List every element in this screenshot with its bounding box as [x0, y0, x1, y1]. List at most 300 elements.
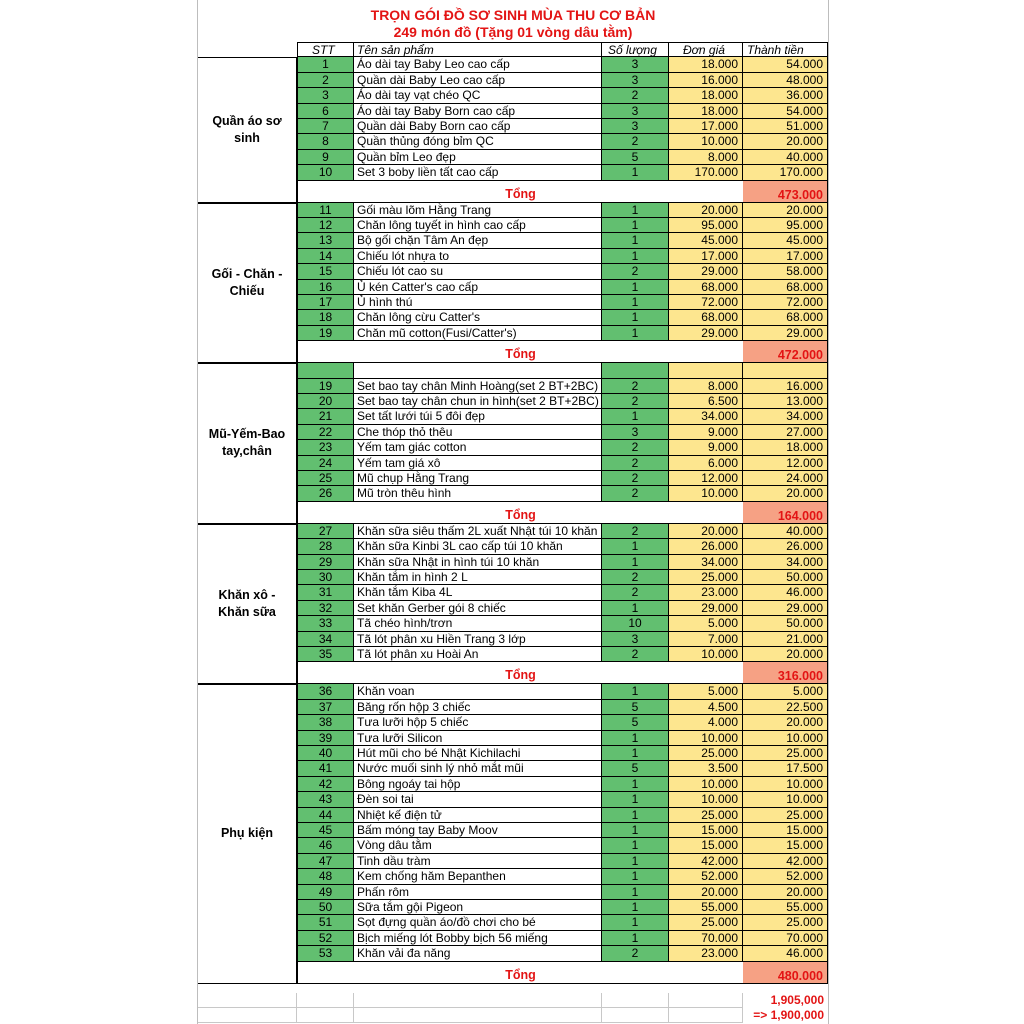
amount-cell: 12.000: [743, 456, 828, 471]
amount-cell: 68.000: [743, 310, 828, 325]
amount-cell: 48.000: [743, 73, 828, 88]
quantity-cell: 2: [602, 394, 669, 409]
section-category-label: Khăn xô - Khăn sữa: [198, 524, 297, 685]
unit-price-cell: 5.000: [669, 616, 743, 631]
stt-cell: 37: [297, 700, 354, 715]
section-total-row: [297, 502, 828, 524]
amount-cell: 10.000: [743, 777, 828, 792]
table-header-row: [198, 42, 828, 57]
quantity-cell: 1: [602, 931, 669, 946]
amount-cell: 27.000: [743, 425, 828, 440]
quantity-cell: 3: [602, 632, 669, 647]
quantity-cell: 1: [602, 854, 669, 869]
product-name-cell: Vòng dâu tằm: [354, 838, 602, 853]
section-total-value: 472.000: [743, 341, 828, 363]
stt-cell: 23: [297, 440, 354, 455]
product-name-cell: Yếm tam giác cotton: [354, 440, 602, 455]
header-price: Đơn giá: [669, 42, 743, 57]
unit-price-cell: 25.000: [669, 570, 743, 585]
product-name-cell: Sọt đựng quần áo/đồ chơi cho bé: [354, 915, 602, 930]
unit-price-cell: 95.000: [669, 218, 743, 233]
amount-cell: 10.000: [743, 731, 828, 746]
amount-cell: 15.000: [743, 823, 828, 838]
quantity-cell: 2: [602, 486, 669, 501]
stt-cell: 48: [297, 869, 354, 884]
unit-price-cell: 18.000: [669, 88, 743, 103]
unit-price-cell: 17.000: [669, 119, 743, 134]
quantity-cell: 1: [602, 915, 669, 930]
unit-price-cell: 4.000: [669, 715, 743, 730]
stt-cell: [297, 363, 354, 378]
blank-cell: [354, 993, 602, 1008]
quantity-cell: 5: [602, 700, 669, 715]
quantity-cell: 3: [602, 119, 669, 134]
product-name-cell: Quần bỉm Leo đẹp: [354, 150, 602, 165]
amount-cell: 20.000: [743, 203, 828, 218]
quantity-cell: 2: [602, 946, 669, 961]
unit-price-cell: 10.000: [669, 134, 743, 149]
section-total-value: 480.000: [743, 962, 828, 984]
product-name-cell: Băng rốn hộp 3 chiếc: [354, 700, 602, 715]
blank-cell: [602, 1008, 669, 1023]
unit-price-cell: 70.000: [669, 931, 743, 946]
unit-price-cell: 7.000: [669, 632, 743, 647]
section-total-value: 316.000: [743, 662, 828, 684]
amount-cell: 20.000: [743, 647, 828, 662]
stt-cell: 34: [297, 632, 354, 647]
quantity-cell: 2: [602, 134, 669, 149]
quantity-cell: 1: [602, 885, 669, 900]
section-total-value: 164.000: [743, 502, 828, 524]
product-name-cell: Áo dài tay Baby Born cao cấp: [354, 104, 602, 119]
product-name-cell: Khăn tắm in hình 2 L: [354, 570, 602, 585]
quantity-cell: 1: [602, 280, 669, 295]
amount-cell: 15.000: [743, 838, 828, 853]
amount-cell: 29.000: [743, 601, 828, 616]
stt-cell: 18: [297, 310, 354, 325]
unit-price-cell: 34.000: [669, 409, 743, 424]
amount-cell: 42.000: [743, 854, 828, 869]
product-name-cell: Sữa tắm gội Pigeon: [354, 900, 602, 915]
quantity-cell: 2: [602, 570, 669, 585]
unit-price-cell: 6.000: [669, 456, 743, 471]
stt-cell: 42: [297, 777, 354, 792]
stt-cell: 28: [297, 539, 354, 554]
amount-cell: 68.000: [743, 280, 828, 295]
amount-cell: 46.000: [743, 585, 828, 600]
quantity-cell: 2: [602, 585, 669, 600]
amount-cell: 20.000: [743, 486, 828, 501]
amount-cell: 22.500: [743, 700, 828, 715]
qty-cell: [602, 363, 669, 378]
product-name-cell: Bộ gối chặn Tâm An đẹp: [354, 233, 602, 248]
price-list-sheet: [197, 0, 829, 1024]
unit-price-cell: 17.000: [669, 249, 743, 264]
quantity-cell: 3: [602, 57, 669, 72]
blank-cell: [198, 1008, 297, 1023]
quantity-cell: 1: [602, 792, 669, 807]
amount-cell: 25.000: [743, 808, 828, 823]
quantity-cell: 2: [602, 88, 669, 103]
stt-cell: 15: [297, 264, 354, 279]
blank-cell: [297, 1008, 354, 1023]
product-name-cell: Chăn mũ cotton(Fusi/Catter's): [354, 326, 602, 341]
product-name-cell: Ủ hình thú: [354, 295, 602, 310]
amount-cell: [743, 363, 828, 378]
name-cell: [354, 363, 602, 378]
product-name-cell: Tưa lưỡi hộp 5 chiếc: [354, 715, 602, 730]
unit-price-cell: 29.000: [669, 326, 743, 341]
stt-cell: 19: [297, 326, 354, 341]
section-category-label: Quần áo sơ sinh: [198, 57, 297, 202]
amount-cell: 95.000: [743, 218, 828, 233]
amount-cell: 50.000: [743, 616, 828, 631]
unit-price-cell: 10.000: [669, 777, 743, 792]
stt-cell: 9: [297, 150, 354, 165]
product-name-cell: Khăn voan: [354, 684, 602, 699]
unit-price-cell: 72.000: [669, 295, 743, 310]
quantity-cell: 3: [602, 425, 669, 440]
unit-price-cell: 8.000: [669, 150, 743, 165]
stt-cell: 53: [297, 946, 354, 961]
product-name-cell: Set 3 boby liền tất cao cấp: [354, 165, 602, 180]
amount-cell: 36.000: [743, 88, 828, 103]
product-name-cell: Khăn tắm Kiba 4L: [354, 585, 602, 600]
blank-cell: [669, 1008, 743, 1023]
blank-cell: [354, 1008, 602, 1023]
unit-price-cell: 16.000: [669, 73, 743, 88]
unit-price-cell: 5.000: [669, 684, 743, 699]
quantity-cell: 1: [602, 808, 669, 823]
rounded-total: => 1,900,000: [753, 1008, 824, 1022]
blank-cell: [602, 993, 669, 1008]
quantity-cell: 2: [602, 456, 669, 471]
stt-cell: 25: [297, 471, 354, 486]
product-name-cell: Khăn vải đa năng: [354, 946, 602, 961]
product-name-cell: Bịch miếng lót Bobby bịch 56 miếng: [354, 931, 602, 946]
stt-cell: 10: [297, 165, 354, 180]
product-name-cell: Tã chéo hình/trơn: [354, 616, 602, 631]
unit-price-cell: 20.000: [669, 203, 743, 218]
quantity-cell: 1: [602, 823, 669, 838]
stt-cell: 1: [297, 57, 354, 72]
stt-cell: 36: [297, 684, 354, 699]
section-total-row: [297, 662, 828, 684]
stt-cell: 50: [297, 900, 354, 915]
header-qty: Số lượng: [602, 42, 669, 57]
amount-cell: 18.000: [743, 440, 828, 455]
product-name-cell: Đèn soi tai: [354, 792, 602, 807]
quantity-cell: 1: [602, 838, 669, 853]
section-total-row: [297, 341, 828, 363]
stt-cell: 32: [297, 601, 354, 616]
quantity-cell: 2: [602, 264, 669, 279]
section-total-row: [297, 962, 828, 984]
quantity-cell: 1: [602, 900, 669, 915]
amount-cell: 34.000: [743, 409, 828, 424]
stt-cell: 49: [297, 885, 354, 900]
amount-cell: 72.000: [743, 295, 828, 310]
quantity-cell: 1: [602, 555, 669, 570]
unit-price-cell: 170.000: [669, 165, 743, 180]
stt-cell: 52: [297, 931, 354, 946]
amount-cell: 20.000: [743, 715, 828, 730]
amount-cell: 34.000: [743, 555, 828, 570]
stt-cell: 19: [297, 379, 354, 394]
stt-cell: 40: [297, 746, 354, 761]
unit-price-cell: 10.000: [669, 647, 743, 662]
blank-cell: [198, 993, 297, 1008]
product-name-cell: Set bao tay chân chun in hình(set 2 BT+2BC): [354, 394, 602, 409]
quantity-cell: 5: [602, 715, 669, 730]
unit-price-cell: 9.000: [669, 440, 743, 455]
stt-cell: 43: [297, 792, 354, 807]
section-category-label: Mũ-Yếm-Bao tay,chân: [198, 363, 297, 524]
amount-cell: 40.000: [743, 150, 828, 165]
amount-cell: 70.000: [743, 931, 828, 946]
product-name-cell: Mũ tròn thêu hình: [354, 486, 602, 501]
header-amount: Thành tiền: [743, 42, 828, 57]
stt-cell: 24: [297, 456, 354, 471]
amount-cell: 5.000: [743, 684, 828, 699]
quantity-cell: 1: [602, 203, 669, 218]
stt-cell: 21: [297, 409, 354, 424]
product-name-cell: Bông ngoáy tai hộp: [354, 777, 602, 792]
amount-cell: 20.000: [743, 885, 828, 900]
product-name-cell: Quần dài Baby Born cao cấp: [354, 119, 602, 134]
stt-cell: 26: [297, 486, 354, 501]
unit-price-cell: 18.000: [669, 104, 743, 119]
product-name-cell: Áo dài tay vạt chéo QC: [354, 88, 602, 103]
unit-price-cell: 29.000: [669, 601, 743, 616]
amount-cell: 24.000: [743, 471, 828, 486]
unit-price-cell: 10.000: [669, 792, 743, 807]
quantity-cell: 1: [602, 746, 669, 761]
amount-cell: 17.000: [743, 249, 828, 264]
amount-cell: 21.000: [743, 632, 828, 647]
stt-cell: 7: [297, 119, 354, 134]
grand-total: 1,905,000: [770, 993, 824, 1007]
quantity-cell: 1: [602, 326, 669, 341]
quantity-cell: 1: [602, 731, 669, 746]
section-category-label: Phụ kiện: [198, 684, 297, 983]
amount-cell: 10.000: [743, 792, 828, 807]
quantity-cell: 1: [602, 869, 669, 884]
quantity-cell: 2: [602, 647, 669, 662]
stt-cell: 13: [297, 233, 354, 248]
unit-price-cell: 23.000: [669, 585, 743, 600]
stt-cell: 14: [297, 249, 354, 264]
amount-cell: 26.000: [743, 539, 828, 554]
stt-cell: 44: [297, 808, 354, 823]
amount-cell: 25.000: [743, 915, 828, 930]
blank-cell: [669, 993, 743, 1008]
unit-price-cell: 23.000: [669, 946, 743, 961]
amount-cell: 25.000: [743, 746, 828, 761]
unit-price-cell: 68.000: [669, 310, 743, 325]
stt-cell: 20: [297, 394, 354, 409]
unit-price-cell: 42.000: [669, 854, 743, 869]
unit-price-cell: 15.000: [669, 838, 743, 853]
unit-price-cell: 12.000: [669, 471, 743, 486]
section-total-label: Tổng: [297, 662, 743, 684]
unit-price-cell: 45.000: [669, 233, 743, 248]
quantity-cell: 1: [602, 777, 669, 792]
quantity-cell: 1: [602, 218, 669, 233]
sheet-subtitle: 249 món đồ (Tặng 01 vòng dâu tằm): [393, 24, 633, 40]
stt-cell: 31: [297, 585, 354, 600]
amount-cell: 16.000: [743, 379, 828, 394]
stt-cell: 46: [297, 838, 354, 853]
header-stt: STT: [297, 42, 354, 57]
stt-cell: 27: [297, 524, 354, 539]
stt-cell: 35: [297, 647, 354, 662]
stt-cell: 38: [297, 715, 354, 730]
unit-price-cell: 10.000: [669, 731, 743, 746]
section-category-label: Gối - Chăn - Chiếu: [198, 203, 297, 364]
product-name-cell: Chăn lông tuyết in hình cao cấp: [354, 218, 602, 233]
stt-cell: 51: [297, 915, 354, 930]
quantity-cell: 3: [602, 73, 669, 88]
stt-cell: 3: [297, 88, 354, 103]
section-total-label: Tổng: [297, 502, 743, 524]
product-name-cell: Kem chống hăm Bepanthen: [354, 869, 602, 884]
amount-cell: 29.000: [743, 326, 828, 341]
amount-cell: 54.000: [743, 57, 828, 72]
unit-price-cell: 55.000: [669, 900, 743, 915]
product-name-cell: Mũ chụp Hằng Trang: [354, 471, 602, 486]
product-name-cell: Tã lót phân xu Hiền Trang 3 lớp: [354, 632, 602, 647]
quantity-cell: 1: [602, 539, 669, 554]
product-name-cell: Bấm móng tay Baby Moov: [354, 823, 602, 838]
sheet-title: TRỌN GÓI ĐỒ SƠ SINH MÙA THU CƠ BẢN: [370, 7, 656, 23]
quantity-cell: 1: [602, 165, 669, 180]
unit-price-cell: 25.000: [669, 915, 743, 930]
unit-price-cell: 4.500: [669, 700, 743, 715]
section-total-row: [297, 181, 828, 203]
quantity-cell: 1: [602, 295, 669, 310]
quantity-cell: 2: [602, 379, 669, 394]
stt-cell: 17: [297, 295, 354, 310]
quantity-cell: 5: [602, 761, 669, 776]
section-total-value: 473.000: [743, 181, 828, 203]
amount-cell: 58.000: [743, 264, 828, 279]
quantity-cell: 2: [602, 524, 669, 539]
product-name-cell: Set tất lưới túi 5 đôi đẹp: [354, 409, 602, 424]
stt-cell: 30: [297, 570, 354, 585]
product-name-cell: Yếm tam giá xô: [354, 456, 602, 471]
stt-cell: 33: [297, 616, 354, 631]
stt-cell: 29: [297, 555, 354, 570]
unit-price-cell: 3.500: [669, 761, 743, 776]
stt-cell: 41: [297, 761, 354, 776]
stt-cell: 11: [297, 203, 354, 218]
amount-cell: 46.000: [743, 946, 828, 961]
product-name-cell: Chăn lông cừu Catter's: [354, 310, 602, 325]
stt-cell: 22: [297, 425, 354, 440]
product-name-cell: Set bao tay chân Minh Hoàng(set 2 BT+2BC): [354, 379, 602, 394]
unit-price-cell: 15.000: [669, 823, 743, 838]
unit-price-cell: 10.000: [669, 486, 743, 501]
quantity-cell: 5: [602, 150, 669, 165]
quantity-cell: 2: [602, 471, 669, 486]
quantity-cell: 2: [602, 440, 669, 455]
unit-price-cell: 8.000: [669, 379, 743, 394]
stt-cell: 45: [297, 823, 354, 838]
product-name-cell: Chiếu lót nhựa to: [354, 249, 602, 264]
unit-price-cell: 20.000: [669, 885, 743, 900]
stt-cell: 16: [297, 280, 354, 295]
unit-price-cell: 20.000: [669, 524, 743, 539]
unit-price-cell: 25.000: [669, 808, 743, 823]
amount-cell: 17.500: [743, 761, 828, 776]
stt-cell: 2: [297, 73, 354, 88]
product-name-cell: Quần thủng đóng bỉm QC: [354, 134, 602, 149]
unit-price-cell: 26.000: [669, 539, 743, 554]
stt-cell: 39: [297, 731, 354, 746]
amount-cell: 13.000: [743, 394, 828, 409]
product-name-cell: Gối màu lõm Hằng Trang: [354, 203, 602, 218]
product-name-cell: Phấn rôm: [354, 885, 602, 900]
quantity-cell: 3: [602, 104, 669, 119]
product-name-cell: Quần dài Baby Leo cao cấp: [354, 73, 602, 88]
price-cell: [669, 363, 743, 378]
quantity-cell: 1: [602, 409, 669, 424]
amount-cell: 45.000: [743, 233, 828, 248]
product-name-cell: Chiếu lót cao su: [354, 264, 602, 279]
unit-price-cell: 6.500: [669, 394, 743, 409]
unit-price-cell: 9.000: [669, 425, 743, 440]
product-name-cell: Khăn sữa siêu thấm 2L xuất Nhật túi 10 khăn: [354, 524, 602, 539]
amount-cell: 55.000: [743, 900, 828, 915]
amount-cell: 170.000: [743, 165, 828, 180]
amount-cell: 40.000: [743, 524, 828, 539]
product-name-cell: Khăn sữa Nhật in hình túi 10 khăn: [354, 555, 602, 570]
amount-cell: 54.000: [743, 104, 828, 119]
quantity-cell: 1: [602, 233, 669, 248]
quantity-cell: 1: [602, 310, 669, 325]
section-total-label: Tổng: [297, 341, 743, 363]
product-name-cell: Nhiệt kế điện tử: [354, 808, 602, 823]
quantity-cell: 1: [602, 601, 669, 616]
unit-price-cell: 25.000: [669, 746, 743, 761]
amount-cell: 51.000: [743, 119, 828, 134]
product-name-cell: Tã lót phân xu Hoài An: [354, 647, 602, 662]
quantity-cell: 1: [602, 249, 669, 264]
product-name-cell: Hút mũi cho bé Nhật Kichilachi: [354, 746, 602, 761]
product-name-cell: Tinh dầu tràm: [354, 854, 602, 869]
unit-price-cell: 52.000: [669, 869, 743, 884]
amount-cell: 52.000: [743, 869, 828, 884]
unit-price-cell: 68.000: [669, 280, 743, 295]
product-name-cell: Set khăn Gerber gói 8 chiếc: [354, 601, 602, 616]
unit-price-cell: 34.000: [669, 555, 743, 570]
stt-cell: 6: [297, 104, 354, 119]
product-name-cell: Che thóp thỏ thêu: [354, 425, 602, 440]
unit-price-cell: 18.000: [669, 57, 743, 72]
product-name-cell: Ủ kén Catter's cao cấp: [354, 280, 602, 295]
amount-cell: 50.000: [743, 570, 828, 585]
unit-price-cell: 29.000: [669, 264, 743, 279]
blank-cell: [297, 993, 354, 1008]
section-total-label: Tổng: [297, 962, 743, 984]
product-name-cell: Nước muối sinh lý nhỏ mắt mũi: [354, 761, 602, 776]
quantity-cell: 1: [602, 684, 669, 699]
product-name-cell: Khăn sữa Kinbi 3L cao cấp túi 10 khăn: [354, 539, 602, 554]
product-name-cell: Tưa lưỡi Silicon: [354, 731, 602, 746]
stt-cell: 47: [297, 854, 354, 869]
product-name-cell: Áo dài tay Baby Leo cao cấp: [354, 57, 602, 72]
